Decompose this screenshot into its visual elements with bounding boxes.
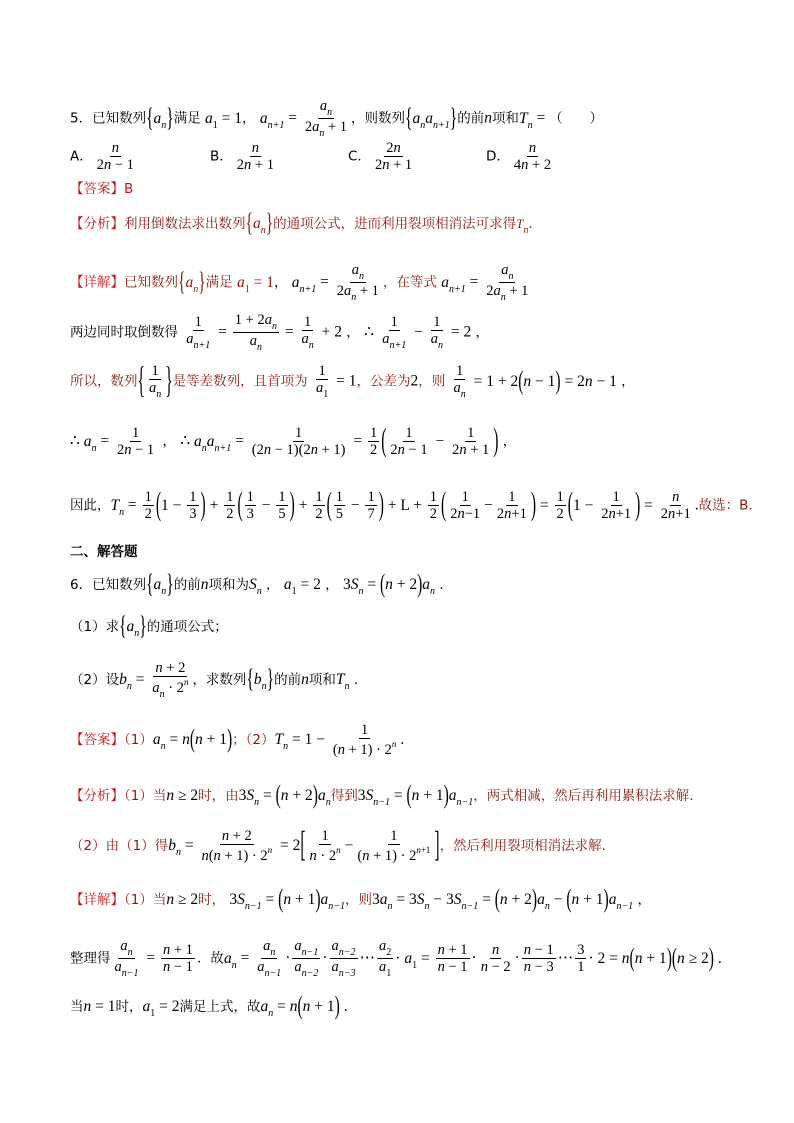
q5-options: A． $\frac{n}{2n - 1}$ B． $\frac{n}{2n + 1}$ C． $\frac{2n}{2n + 1}$ D． $\frac{n}{4n + 2}$ (70, 140, 552, 174)
q5-answer: 【答案】B (70, 181, 134, 197)
q6-part2: （2）设$b_n$ = $\frac{n + 2}{a_n \cdot 2^n}$ ，求数列$\{b_n\}$的前n项和$T_n$ . (70, 660, 359, 701)
q6-stem: 6．已知数列$\{a_n\}$的前n项和为$S_n$ ， $a_1 = 2$ ， $3S_n = (n + 2)a_n$ . (70, 569, 444, 599)
q6-answer: 【答案】$(1)a_n = n(n + 1)$；$(2)T_n = 1$ − $\frac{1}{(n + 1) \cdot 2^n}$ . (70, 722, 405, 759)
q5-analysis: 【分析】利用倒数法求出数列$\{a_n\}$的通项公式，进而利用裂项相消法可求得$T_n$. (70, 208, 533, 238)
q5-detail-5: 因此，$T_n$ = $\frac{1}{2}$ (1 − $\frac{1}{3}$ ) + $\frac{1}{2}$ ( $\frac{1}{3}$ − $\frac{1}{5}$ ) + $\frac{1}{2}$ ( $\frac{1}{5}$ − $\frac{1}{7}$ ) + L + $\frac{1}{2}$ ( $\frac{1}{2n-1}$ − $\frac{1}{2n+1}$ ) = $\frac{1}{2}$ (1 − $\frac{1}{2n+1}$ ) = $\frac{n}{2n+1}$ .故选：B. (70, 487, 753, 523)
q5-detail-2: 两边同时取倒数得 $\frac{1}{a_{n+1}}$ = $\frac{1 + 2a_n}{a_n}$ = $\frac{1}{a_n}$ + 2 ， ∴ $\frac{1}{a_{n+1}}$ − $\frac{1}{a_n}$ = 2 ， (70, 312, 490, 354)
q6-part1: （1）求$\{a_n\}$的通项公式； (70, 611, 228, 641)
q6-detail-3: 当n = 1时，$a_1 = 2$满足上式，故$a_n = n(n + 1)$ . (70, 991, 348, 1021)
q6-analysis-1: 【分析】（1）当n ≥ 2时，由$3S_n = (n + 2)a_n$得到$3S_{n-1} = (n + 1)a_{n-1}$，两式相减，然后再利用累积法求解. (70, 780, 694, 810)
q6-analysis-2: （2）由（1）得$b_n$ = $\frac{n + 2}{n(n + 1) \cdot 2^n}$ = 2[ $\frac{1}{n \cdot 2^n}$ − $\frac{1}{(n + 1) \cdot 2^{n+1}}$ ]，然后利用裂项相消法求解. (70, 825, 606, 866)
q6-detail-2: 整理得 $\frac{a_n}{a_{n-1}}$ = $\frac{n + 1}{n - 1}$ ．故$a_n$ = $\frac{a_n}{a_{n-1}}$ · $\frac{a_{n-1}}{a_{n-2}}$ · $\frac{a_{n-2}}{a_{n-3}}$ ⋯ $\frac{a_2}{a_1}$ · $a_1$ = $\frac{n + 1}{n - 1}$ · $\frac{n}{n - 2}$ · $\frac{n - 1}{n - 3}$ ⋯ $\frac{3}{1}$ · 2 = n(n + 1)(n ≥ 2) . (70, 938, 722, 980)
q5-detail-1: 【详解】已知数列$\{a_n\}$满足 $a_1 = 1$， $a_{n+1}$ = $\frac{a_n}{2a_n + 1}$ ，在等式 $a_{n+1}$ = $\frac{a_n}{2a_n + 1}$ (70, 262, 529, 304)
q6-detail-1: 【详解】（1）当n ≥ 2时， $3S_{n-1} = (n + 1)a_{n-1}$，则$3a_n = 3S_n - 3S_{n-1} = (n + 2)a_n - (n + 1)a_{n-1}$ ， (70, 884, 651, 914)
q5-detail-3: 所以，数列{ $\frac{1}{a_n}$ }是等差数列，且首项为 $\frac{1}{a_1}$ = 1，公差为2，则 $\frac{1}{a_n}$ = 1 + 2(n − 1) = 2n − 1 ， (70, 360, 635, 402)
q5-stem: 5．已知数列$\{a_n\}$满足 $a_1 = 1$， $a_{n+1}$ = $\frac{a_n}{2a_n + 1}$ ，则数列$\{a_na_{n+1}\}$的前n项和$T_n$ = （ ） (70, 98, 604, 140)
q5-detail-4: ∴ $a_n$ = $\frac{1}{2n - 1}$ ， ∴ $a_na_{n+1}$ = $\frac{1}{(2n - 1)(2n + 1)}$ = $\frac{1}{2}$ ( $\frac{1}{2n - 1}$ − $\frac{1}{2n + 1}$ ) ， (70, 423, 517, 459)
section-title: 二、解答题 (70, 544, 138, 560)
